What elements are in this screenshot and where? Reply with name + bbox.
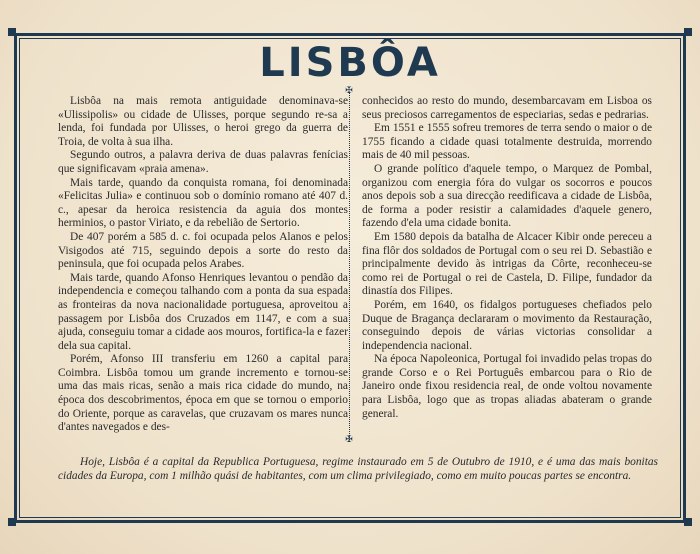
cross-ornament: ✠	[345, 435, 353, 445]
corner-ornament	[684, 518, 692, 526]
right-column	[362, 95, 652, 421]
corner-ornament	[8, 518, 16, 526]
paragraph: De 407 porém a 585 d. c. foi ocupada pelos Alanos e pelos Visigodos até 715, seguindo depois a sorte do resto da peninsula, que foi ocupada pelos Arabes.	[58, 230, 348, 271]
page-title: LISBÔA	[259, 40, 441, 86]
paragraph-continuation: conhecidos ao resto do mundo, desembarcavam em Lisboa os seus preciosos carregamentos de especiarias, sedas e pedrarias.	[362, 95, 652, 121]
paragraph: Na época Napoleonica, Portugal foi invadido pelas tropas do grande Corso e o Rei Português embarcou para o Rio de Janeiro onde fixou residencia real, de onde voltou novamente para Lisbôa, logo que as tropas aliadas abateram o grande general.	[362, 353, 652, 420]
footer-note	[58, 455, 658, 483]
corner-ornament	[8, 28, 16, 36]
paragraph: Em 1551 e 1555 sofreu tremores de terra sendo o maior o de 1755 ficando a cidade quasi totalmente destruida, morrendo mais de 40 mil pessoas.	[362, 122, 652, 162]
paragraph: Lisbôa na mais remota antiguidade denominava-se «Ulissipolis» ou cidade de Ulisses, porque segundo re-sa a lenda, foi fundada por Ulisses, o heroi grego da guerra de Troia, de volta à sua ilha.	[58, 95, 348, 148]
paragraph: Mais tarde, quando Afonso Henriques levantou o pendão da independencia e começou talhando com a ponta da sua espada as fronteiras da nova nacionalidade portuguesa, aproveitou a passagem por Lisbôa dos Cruzados em 1147, e com a sua ajuda, conseguiu tomar a cidade aos mouros, fortifica-la e fazer dela sua capital.	[58, 271, 348, 352]
paragraph: O grande político d'aquele tempo, o Marquez de Pombal, organizou com energia fóra do vulgar os socorros e poucos anos depois sob a sua direcção reedificava a cidade de Lisbôa, de forma a poder resistir a calamidades d'aquele genero, fazendo d'ela uma cidade bonita.	[362, 162, 652, 230]
paragraph: Em 1580 depois da batalha de Alcacer Kibir onde pereceu a fina flôr dos soldados de Portugal com o seu rei D. Sebastião e principalmente devido às intrigas da Côrte, reconheceu-se como rei de Portugal o rei de Castela, D. Filipe, fundador da dinastía dos Filipes.	[362, 230, 652, 298]
paragraph: Mais tarde, quando da conquista romana, foi denominada «Felicitas Julia» e continuou sob o domínio romano até 407 d. c., apesar da heroica resistencia da aguia dos montes herminios, o pastor Viriato, e da rebelião de Sertorio.	[58, 176, 348, 230]
column-divider	[349, 92, 350, 440]
cross-ornament: ✠	[345, 86, 353, 96]
left-column	[58, 95, 348, 435]
paragraph: Segundo outros, a palavra deriva de duas palavras fenícias que significavam «praia amena».	[58, 149, 348, 175]
paragraph: Porém, em 1640, os fidalgos portugueses chefiados pelo Duque de Bragança declararam o movimento da Restauração, conseguindo depois de várias victorias consolidar a independencia nacional.	[362, 298, 652, 352]
paragraph: Porém, Afonso III transferiu em 1260 a capital para Coimbra. Lisbôa tomou um grande incremento e tornou-se uma das mais ricas, senão a mais rica cidade do mundo, na época dos descobrimentos, época em que se tornou o emporio do Oriente, porque as caravelas, que cruzavam os mares nunca d'antes navegados e des-	[58, 353, 348, 434]
footer-text: Hoje, Lisbôa é a capital da Republica Portuguesa, regime instaurado em 5 de Outubro de 1910, e é uma das mais bonitas cidades da Europa, com 1 milhão quási de habitantes, com um clima privilegiado, como em muito poucas partes se encontra.	[58, 456, 658, 482]
corner-ornament	[684, 28, 692, 36]
